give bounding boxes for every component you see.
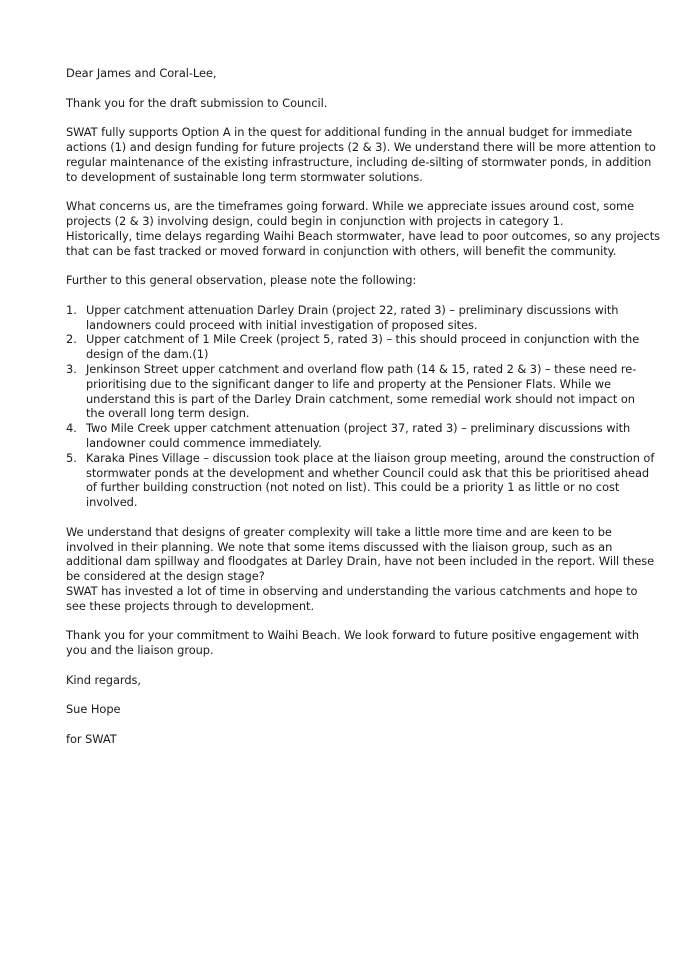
designs-line: be considered at the design stage? [66,569,265,584]
list-item-line: design of the dam.(1) [86,347,209,362]
list-item-line: the overall long term design. [86,406,250,421]
list-item [66,450,655,510]
designs-line: additional dam spillway and floodgates at Darley Drain, have not been included in the report. Will these [66,554,655,569]
list-item-line: prioritising due to the significant danger to life and property at the Pensioner Flats. While we [86,376,611,391]
list-item-line: landowners could proceed with initial investigation of proposed sites. [86,317,478,332]
support-paragraph [66,125,656,184]
support-line: to development of sustainable long term stormwater solutions. [66,169,423,184]
signatory-organisation: for SWAT [66,731,117,746]
list-item [66,332,640,362]
designs-line: SWAT has invested a lot of time in observing and understanding the various catchments and hope to [66,583,638,598]
list-item-line: of further building construction (not noted on list). This could be a priority 1 as little or no cost [86,480,620,495]
support-line: SWAT fully supports Option A in the quest for additional funding in the annual budget for immediate [66,125,633,140]
list-item [66,361,637,421]
list-item-line: Two Mile Creek upper catchment attenuation (project 37, rated 3) – preliminary discussions with [86,421,631,436]
concerns-line: What concerns us, are the timeframes going forward. While we appreciate issues around cost, some [66,199,635,214]
project-list [66,302,655,510]
further-paragraph: Further to this general observation, please note the following: [66,273,417,288]
list-item [66,421,631,451]
signoff: Kind regards, [66,672,141,687]
list-item-line: stormwater ponds at the development and whether Council could ask that this be prioritised ahead [86,465,650,480]
support-line: actions (1) and design funding for future projects (2 & 3). We understand there will be more attention to [66,139,656,154]
greeting: Dear James and Coral-Lee, [66,66,217,80]
support-line: regular maintenance of the existing infrastructure, including de-silting of stormwater ponds, in addition [66,154,652,169]
list-number: 2. [66,332,77,347]
designs-line: We understand that designs of greater complexity will take a little more time and are keen to be [66,524,612,539]
list-item-line: Karaka Pines Village – discussion took place at the liaison group meeting, around the construction of [86,450,655,465]
list-item-line: understand this is part of the Darley Drain catchment, some remedial work should not impact on [86,391,635,406]
list-item-line: Upper catchment of 1 Mile Creek (project 5, rated 3) – this should proceed in conjunction with the [86,332,640,347]
letter-body [66,66,661,761]
designs-line: involved in their planning. We note that some items discussed with the liaison group, such as an [66,539,613,554]
concerns-line: projects (2 & 3) involving design, could begin in conjunction with projects in category 1. [66,213,564,228]
thanks-paragraph: Thank you for the draft submission to Council. [66,95,328,110]
concerns-line: that can be fast tracked or moved forward in conjunction with others, will benefit the community. [66,243,617,258]
concerns-paragraph [66,199,661,258]
list-item [66,303,626,333]
designs-paragraph [66,524,655,614]
list-number: 1. [66,302,77,317]
list-number: 5. [66,450,77,465]
list-item-line: Upper catchment attenuation Darley Drain (project 22, rated 3) – preliminary discussions with [86,302,619,317]
concerns-line: Historically, time delays regarding Waihi Beach stormwater, have lead to poor outcomes, so any projects [66,228,661,243]
list-item-line: involved. [86,495,138,510]
closing-line: you and the liaison group. [66,643,214,658]
closing-paragraph [66,628,640,658]
designs-line: see these projects through to development. [66,598,315,613]
signatory-name: Sue Hope [66,702,121,717]
list-number: 4. [66,421,77,436]
list-item-line: Jenkinson Street upper catchment and overland flow path (14 & 15, rated 2 & 3) – these need re- [86,361,637,376]
closing-line: Thank you for your commitment to Waihi Beach. We look forward to future positive engagement with [66,628,640,643]
list-item-line: landowner could commence immediately. [86,435,322,450]
list-number: 3. [66,361,77,376]
